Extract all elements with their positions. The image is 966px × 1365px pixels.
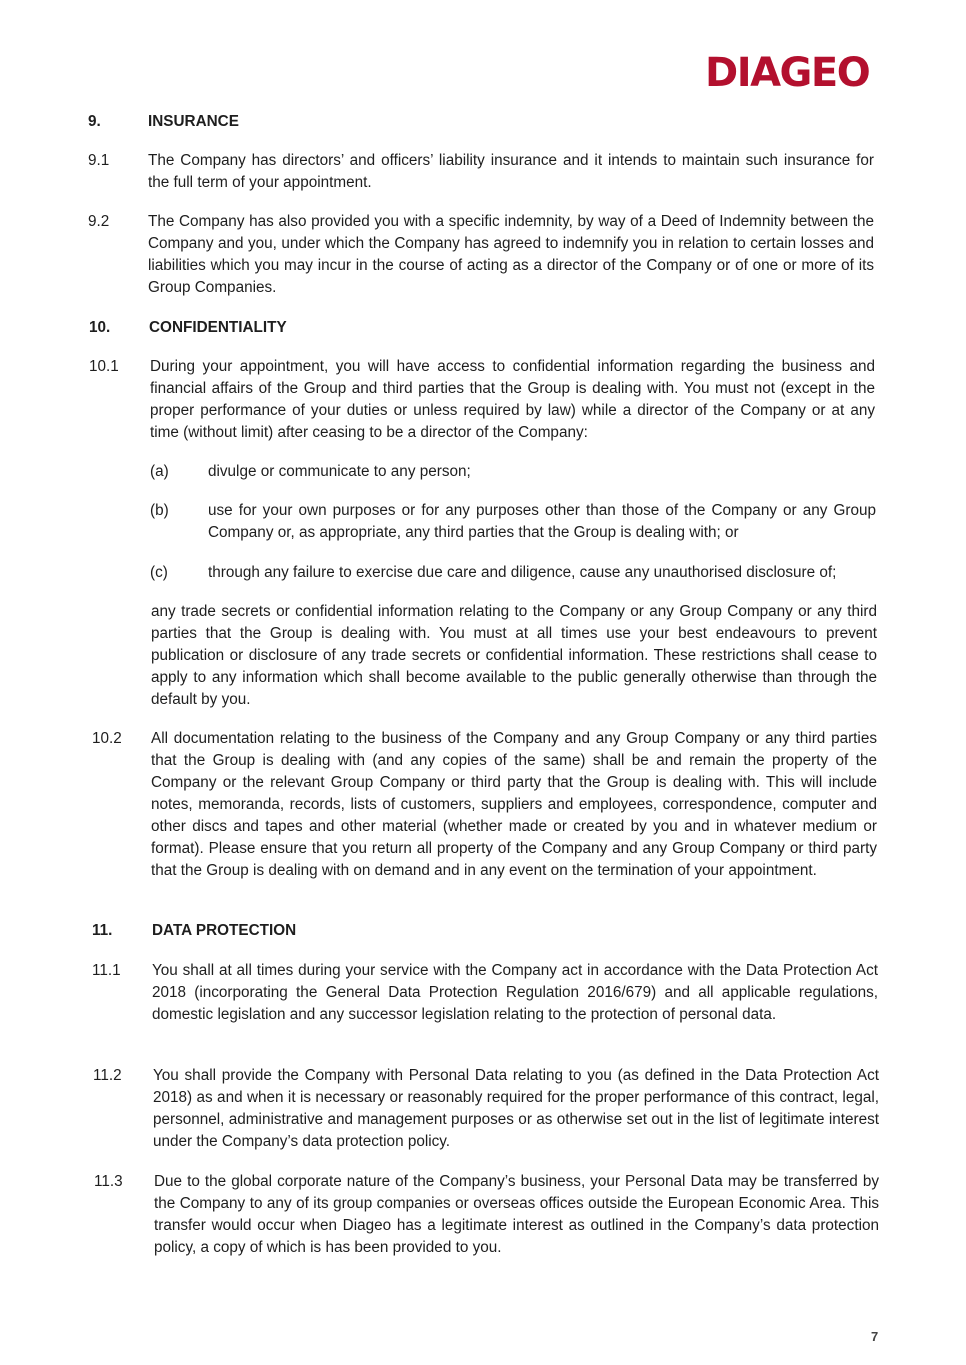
clause-text: You shall provide the Company with Personal Data relating to you (as defined in the Data Protection Act 2018) as and when it is necessary or reasonably required for the proper performance of this contract, legal, personnel, administrative and management purposes or as otherwise set out in the list of legitimate interest under the Company’s data protection policy. <box>153 1067 879 1150</box>
clause-text: The Company has also provided you with a specific indemnity, by way of a Deed of Indemnity between the Company and you, under which the Company has agreed to indemnify you in relation to certain losses and liabilities which you may incur in the course of acting as a director of the Company or of one or more of its Group Companies. <box>148 213 874 296</box>
clause-number: 10.1 <box>89 358 119 375</box>
clause-number: 11.1 <box>92 962 121 979</box>
item-letter: (a) <box>150 463 169 480</box>
clause-10-2 <box>92 728 877 882</box>
clause-9-1 <box>88 150 874 194</box>
clause-text: During your appointment, you will have access to confidential information regarding the business and financial affairs of the Group and third parties that the Group is dealing with. You must not (except in the proper performance of your duties or unless required by law) while a director of the Company or at any time (without limit) after ceasing to be a director of the Company: <box>150 358 875 441</box>
section-10-heading <box>89 317 879 339</box>
clause-text: Due to the global corporate nature of the Company’s business, your Personal Data may be transferred by the Company to any of its group companies or overseas offices outside the European Economic Area. This transfer would occur when Diageo has a legitimate interest as outlined in the Company’s data protection policy, a copy of which is has been provided to you. <box>154 1173 879 1256</box>
section-number: 9. <box>88 113 101 130</box>
clause-10-1 <box>89 356 875 444</box>
section-number: 11. <box>92 922 113 939</box>
clause-text: All documentation relating to the business of the Company and any Group Company or any third parties that the Group is dealing with (and any copies of the same) shall be and remain the property of the Company or the relevant Group Company or third party that the Group is dealing with. This will include notes, memoranda, records, lists of customers, suppliers and employees, correspondence, computer and other discs and tapes and other material (whether made or created by you and in whatever medium or format). Please ensure that you return all property of the Company and any Group Company or third party that the Group is dealing with on demand and in any event on the termination of your appointment. <box>151 730 877 879</box>
section-number: 10. <box>89 319 111 336</box>
clause-11-2 <box>93 1065 879 1153</box>
clause-11-1 <box>92 960 878 1026</box>
section-9-heading <box>88 111 878 133</box>
diageo-logo: DIAGEO <box>705 50 870 96</box>
clause-number: 9.1 <box>88 152 110 169</box>
clause-number: 10.2 <box>92 730 122 747</box>
section-11-heading <box>92 920 882 942</box>
clause-number: 9.2 <box>88 213 110 230</box>
section-title: CONFIDENTIALITY <box>149 319 287 336</box>
clause-text: The Company has directors’ and officers’ liability insurance and it intends to maintain such insurance for the full term of your appointment. <box>148 152 874 191</box>
clause-number: 11.3 <box>94 1173 123 1190</box>
section-title: DATA PROTECTION <box>152 922 297 939</box>
item-letter: (b) <box>150 502 169 519</box>
clause-10-1-c <box>150 562 876 584</box>
item-text: divulge or communicate to any person; <box>208 463 471 480</box>
clause-11-3 <box>94 1171 879 1259</box>
clause-10-1-b <box>150 500 876 544</box>
clause-9-2 <box>88 211 874 299</box>
clause-text: You shall at all times during your service with the Company act in accordance with the Data Protection Act 2018 (incorporating the General Data Protection Regulation 2016/679) and all applicable regulations, domestic legislation and any successor legislation relating to the protection of personal data. <box>152 962 878 1023</box>
clause-10-1-a <box>150 461 876 483</box>
clause-number: 11.2 <box>93 1067 122 1084</box>
item-text: through any failure to exercise due care and diligence, cause any unauthorised disclosure of; <box>208 564 837 581</box>
section-title: INSURANCE <box>148 113 239 130</box>
page-number: 7 <box>871 1329 879 1344</box>
item-text: use for your own purposes or for any purposes other than those of the Company or any Group Company or, as appropriate, any third parties that the Group is dealing with; or <box>208 502 876 541</box>
clause-10-1-continuation: any trade secrets or confidential information relating to the Company or any Group Company or any third parties that the Group is dealing with. You must at all times use your best endeavours to prevent publication or disclosure of any trade secrets or confidential information. These restrictions shall cease to apply to any information which shall become available to the public generally otherwise than through the default by you. <box>151 603 877 708</box>
item-letter: (c) <box>150 564 168 581</box>
